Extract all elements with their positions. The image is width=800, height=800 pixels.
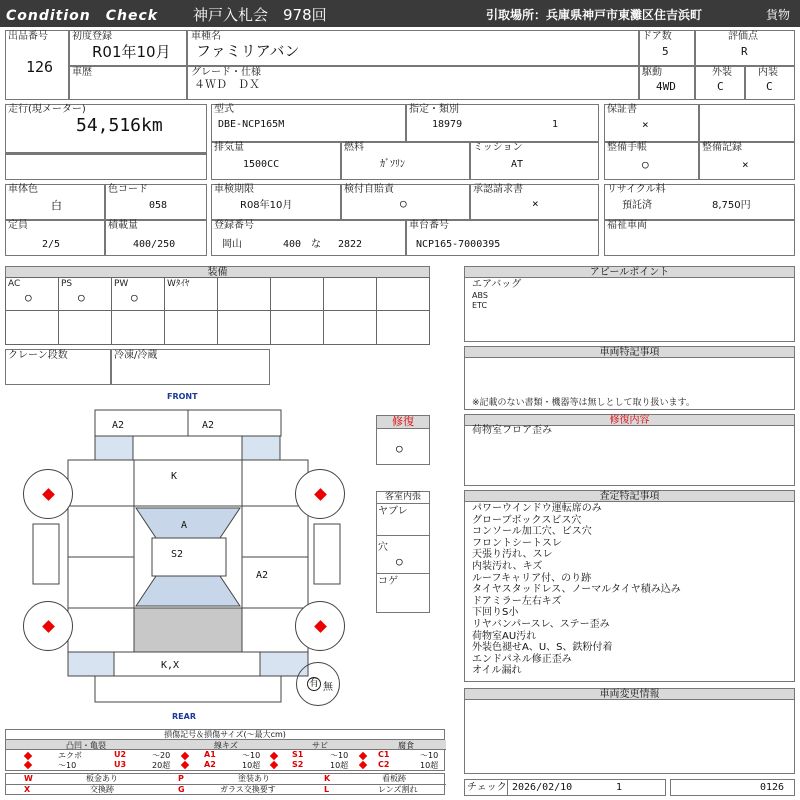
mark-roof: S2 <box>171 549 184 560</box>
inspection-value: R08年10月 <box>240 200 293 211</box>
note-item: パワーウインドウ運転席のみ <box>472 503 602 514</box>
legend-r2-5: S2 <box>292 760 304 769</box>
maint-record-label: 整備記録 <box>702 142 742 153</box>
mileage-label: 走行(現メーター) <box>8 104 86 115</box>
mark-hood: K <box>171 471 178 482</box>
legend-r3-0: W <box>24 774 33 783</box>
color-code-value: 058 <box>149 200 168 211</box>
reg-class: 400 <box>283 239 302 250</box>
approval-value: × <box>532 197 539 210</box>
recycle-status: 預託済 <box>622 200 652 211</box>
legend-r2-6: 10超 <box>330 761 349 770</box>
legend-r3-1: 板金あり <box>86 774 118 783</box>
first-reg-value: R01年10月 <box>92 43 171 61</box>
spare-no: 無 <box>323 682 333 693</box>
class-value: 1 <box>552 119 559 130</box>
interior-value: C <box>766 80 773 93</box>
check-num: 1 <box>616 782 623 793</box>
cabin-tear-label: ヤブレ <box>378 506 408 517</box>
grade-value: ４ＷＤ ＤＸ <box>194 78 260 91</box>
changes-box <box>464 688 795 774</box>
spare-yes: 有 <box>309 678 319 689</box>
legend-r2-0: 〜10 <box>58 761 77 770</box>
legend-title: 損傷記号＆損傷サイズ(〜最大cm) <box>5 729 445 740</box>
brand-title: Condition Check <box>6 8 159 24</box>
reg-num: 2822 <box>338 239 363 250</box>
maint-book-value: ○ <box>642 158 649 171</box>
legend-r4-5: レンズ割れ <box>378 785 418 794</box>
model-label: 型式 <box>214 104 234 115</box>
note-item: 内装汚れ、キズ <box>472 560 543 572</box>
equipment-title: 装備 <box>207 267 228 278</box>
mileage-value: 54,516km <box>76 115 163 136</box>
legend-r1-2: 〜20 <box>152 751 171 760</box>
history-label: 車歴 <box>72 67 92 78</box>
rating-value: R <box>741 45 748 58</box>
changes-header: 車両変更情報 <box>464 688 795 700</box>
special-header: 車両特記事項 <box>464 346 795 358</box>
legend-group-4: 腐食 <box>398 741 414 750</box>
doors-label: ドア数 <box>642 31 672 42</box>
legend-r1-4: 〜10 <box>242 751 261 760</box>
note-item: フロントシートスレ <box>472 537 562 549</box>
car-name-value: ファミリアバン <box>196 42 300 60</box>
designation-label: 指定・類別 <box>409 104 459 115</box>
legend-r3-4: K <box>324 774 331 783</box>
cabin-hole-label: 穴 <box>378 542 388 553</box>
capacity-value: 2/5 <box>42 239 61 250</box>
load-value: 400/250 <box>133 239 176 250</box>
equip-ps-value: ○ <box>78 291 85 304</box>
legend-r2-4: 10超 <box>242 761 261 770</box>
note-item: ルーフキャリア付、のり跡 <box>472 572 592 584</box>
transmission-value: AT <box>511 159 524 170</box>
legend-r1-0: エクボ <box>58 751 82 760</box>
chassis-value: NCP165-7000395 <box>416 239 501 250</box>
mileage-sub-box <box>5 154 207 180</box>
displacement-value: 1500CC <box>243 159 280 170</box>
repair-content-header: 修復内容 <box>464 414 795 426</box>
legend-r2-8: 10超 <box>420 761 439 770</box>
mark-front-left: A2 <box>112 420 125 431</box>
interior-label: 内装 <box>758 67 778 78</box>
legend-r4-3: ガラス交換要す <box>220 785 276 794</box>
appeal-item-2: ABS <box>472 291 488 300</box>
pickup-location: 引取場所：兵庫県神戸市東灘区住吉浜町 <box>486 8 703 22</box>
warranty-label: 保証書 <box>607 104 637 115</box>
maint-book-label: 整備手帳 <box>607 142 647 153</box>
legend-r4-1: 交換跡 <box>90 785 114 794</box>
tire-rear-right-icon <box>295 601 345 651</box>
check-code: 0126 <box>760 782 785 793</box>
mark-right-side: A2 <box>256 570 269 581</box>
inspection-notes-list <box>472 503 681 677</box>
body-color-value: 白 <box>51 199 62 212</box>
tire-front-left-icon <box>23 469 73 519</box>
equip-ps-label: PS <box>61 279 73 289</box>
mark-rear: K,X <box>161 660 180 671</box>
appeal-header: アピールポイント <box>464 266 795 278</box>
liability-label: 検付自賠責 <box>344 184 394 195</box>
legend-group-3: サビ <box>312 741 328 750</box>
exterior-value: C <box>717 80 724 93</box>
first-reg-label: 初度登録 <box>72 31 112 42</box>
color-code-label: 色コード <box>108 184 148 195</box>
legend-r2-3: A2 <box>204 760 216 769</box>
legend-r1-5: S1 <box>292 750 304 759</box>
recycle-label: リサイクル料 <box>607 184 666 195</box>
legend-group-2: 線キズ <box>214 741 238 750</box>
legend-r2-2: 20超 <box>152 761 171 770</box>
grade-label: グレード・仕様 <box>191 67 261 78</box>
crane-label: クレーン段数 <box>8 350 68 361</box>
fridge-label: 冷凍/冷蔵 <box>114 350 158 361</box>
note-item: リヤバンパースレ、ステー歪み <box>472 618 610 630</box>
cabin-burn-label: コゲ <box>378 576 398 587</box>
header-bar <box>0 0 800 27</box>
auction-title: 神戸入札会 978回 <box>193 6 327 24</box>
repair-flag-value: ○ <box>396 442 403 455</box>
special-note: ※記載のない書類・機器等は無しとして取り扱います。 <box>472 398 695 408</box>
doors-value: 5 <box>662 45 669 58</box>
mark-front-right: A2 <box>202 420 215 431</box>
reg-kana: な <box>311 239 321 250</box>
lot-value: 126 <box>26 58 54 76</box>
car-name-label: 車種名 <box>191 31 221 42</box>
note-item: 天張り汚れ、スレ <box>472 549 553 561</box>
drive-value: 4WD <box>656 80 676 93</box>
appeal-item-3: ETC <box>472 301 488 310</box>
legend-group-1: 凸凹・亀裂 <box>66 741 106 750</box>
cabin-hole-value: ○ <box>396 555 403 568</box>
capacity-label: 定員 <box>8 220 28 231</box>
legend-r4-0: X <box>24 785 31 794</box>
exterior-label: 外装 <box>712 67 732 78</box>
warranty-value: × <box>642 118 649 131</box>
legend-r4-4: L <box>324 785 330 794</box>
cabin-divider-2 <box>377 573 429 574</box>
inspection-notes-header: 査定特記事項 <box>464 490 795 502</box>
reg-no-label: 登録番号 <box>214 220 254 231</box>
check-label: チェック <box>467 782 507 793</box>
repair-flag-header: 修復 <box>376 415 430 429</box>
legend-r2-7: C2 <box>378 760 390 769</box>
welfare-label: 福祉車両 <box>607 220 647 231</box>
cabin-divider-1 <box>377 535 429 536</box>
rear-label: REAR <box>172 712 196 721</box>
reg-area: 岡山 <box>222 239 242 250</box>
legend-r1-7: C1 <box>378 750 390 759</box>
warranty-extra-box <box>699 104 795 142</box>
note-item: ドアミラー左右キズ <box>472 595 562 607</box>
note-item: 下回りS小 <box>472 607 519 619</box>
equipment-grid <box>5 277 430 345</box>
legend-r3-5: 看板跡 <box>382 774 406 783</box>
front-label: FRONT <box>167 392 198 401</box>
check-date: 2026/02/10 <box>512 782 573 793</box>
legend-table-2 <box>5 773 445 795</box>
legend-r2-1: U3 <box>114 760 127 769</box>
body-color-label: 車体色 <box>8 184 38 195</box>
displacement-label: 排気量 <box>214 142 244 153</box>
note-item: オイル漏れ <box>472 665 522 677</box>
legend-r1-1: U2 <box>114 750 127 759</box>
note-item: エンドパネル修正歪み <box>472 653 572 665</box>
note-item: グローブボックスビス穴 <box>472 514 582 526</box>
legend-r1-8: 〜10 <box>420 751 439 760</box>
rating-label: 評価点 <box>728 31 758 42</box>
legend-r1-6: 〜10 <box>330 751 349 760</box>
equip-pw-value: ○ <box>131 291 138 304</box>
spare-tire-icon <box>296 662 340 706</box>
legend-r1-3: A1 <box>204 750 216 759</box>
mark-windshield: A <box>181 520 188 531</box>
fuel-label: 燃料 <box>344 142 364 153</box>
cabin-header: 客室内張 <box>376 491 430 504</box>
model-value: DBE-NCP165M <box>218 119 285 130</box>
mileage-divider <box>6 152 206 153</box>
note-item: コンソール加工穴、ビス穴 <box>472 526 592 538</box>
liability-value: ○ <box>400 197 407 210</box>
category-label: 貨物 <box>766 8 791 22</box>
note-item: タイヤスタッドレス、ノーマルタイヤ積み込み <box>472 584 681 596</box>
note-item: 荷物室AU汚れ <box>472 630 537 642</box>
note-item: 外装色褪せA、U、S、鉄粉付着 <box>472 642 613 654</box>
maint-record-value: × <box>742 158 749 171</box>
tire-rear-left-icon <box>23 601 73 651</box>
load-label: 積載量 <box>108 220 138 231</box>
transmission-label: ミッション <box>473 142 523 153</box>
legend-table <box>5 739 445 771</box>
approval-label: 承認請求書 <box>473 184 523 195</box>
recycle-fee: 8,750円 <box>712 200 751 211</box>
equip-wtire-label: Wﾀｲﾔ <box>167 279 190 289</box>
lot-label: 出品番号 <box>8 31 48 42</box>
designation-value: 18979 <box>432 119 463 130</box>
equip-pw-label: PW <box>114 279 129 289</box>
fuel-value: ｶﾞｿﾘﾝ <box>380 159 405 170</box>
legend-r3-3: 塗装あり <box>238 774 270 783</box>
legend-r4-2: G <box>178 785 185 794</box>
equip-ac-value: ○ <box>25 291 32 304</box>
legend-r3-2: P <box>178 774 184 783</box>
tire-front-right-icon <box>295 469 345 519</box>
chassis-label: 車台番号 <box>409 220 449 231</box>
appeal-item-1: エアバッグ <box>472 279 522 290</box>
inspection-label: 車検期限 <box>214 184 254 195</box>
repair-content-text: 荷物室フロア歪み <box>472 425 552 436</box>
equip-ac-label: AC <box>8 279 21 289</box>
drive-label: 駆動 <box>642 67 662 78</box>
